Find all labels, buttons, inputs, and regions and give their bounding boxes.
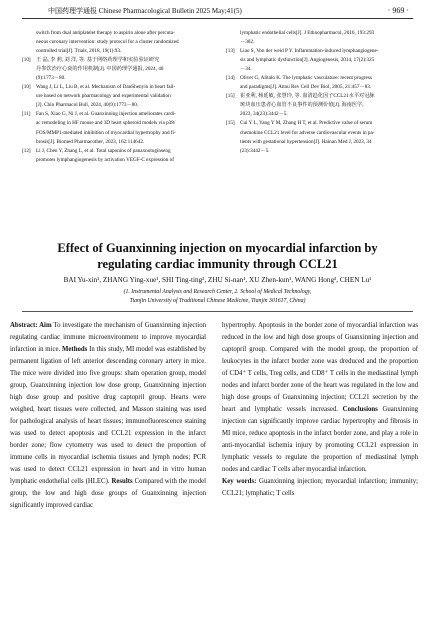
reference-number: [12] — [22, 147, 31, 154]
reference-line: ure based on network pharmacology and experimental validation — [36, 93, 171, 100]
reference-item — [226, 29, 416, 47]
reference-item — [22, 56, 214, 83]
reference-line: promotes lymphangiogenesis by activation VEGF-C expression of — [36, 156, 174, 163]
article-title — [20, 240, 415, 272]
reference-line: 丹参饮治疗心衰的作用机制[J]. 中国药理学通报, 2024, 40 — [36, 66, 164, 73]
methods-label: Methods — [62, 346, 88, 353]
reference-item — [226, 119, 416, 155]
conclusions-label: Conclusions — [342, 406, 378, 413]
journal-header: 中国药理学通报 Chinese Pharmacological Bulletin 2025 May;41(5) — [48, 7, 242, 15]
abstract-right-column — [222, 320, 418, 500]
reference-number: [15] — [226, 120, 235, 127]
abstract-conclusions: Guanxinning injection can significantly improve cardiac hypertrophy and fibrosis in MI mice, reduce apoptosis in the infarct border zone, and play a role in anti-myocardial ischemia injury by promoting CCL21 expression in lymphatic vessels to regulate the proportion of mediastinal lymph nodes and cardiac T cells after myocardial infarction. — [222, 406, 418, 473]
reference-line: sis and lymphatic dysfunction[J]. Angiogenesis, 2014, 17(2):325 — [240, 57, 375, 64]
reference-line: 崔亚利, 杨延敏, 张慧玲, 等. 血清趋化因子CCL21水平对冠脉 — [240, 93, 375, 100]
reference-line: Oliver G, Alitalo K. The lymphatic vasculature: recent progress — [240, 75, 372, 82]
affiliation-line: Tianjin University of Traditional Chinese Medicine, Tianjin 301617, China) — [129, 298, 306, 304]
reference-line: Liao S, Von der weid P Y. Inflammation-induced lymphangiogene- — [240, 48, 379, 55]
reference-line: 2023, 34(23):3442－5. — [240, 111, 288, 118]
page-number: · 969 · — [387, 6, 409, 15]
reference-number: [10] — [22, 57, 31, 64]
reference-line: chemokine CCL21 level for adverse cardiovascular events in pa- — [240, 129, 375, 136]
reference-line: lymphatic endothelial cells[J]. J Ethnopharmacol, 2016, 193:293 — [240, 30, 375, 36]
reference-line: (9):1773－80. — [36, 75, 66, 82]
title-line: Effect of Guanxinning injection on myocardial infarction by — [57, 241, 378, 255]
abstract-methods: In this study, MI model was established by permanent ligation of left anterior descending coronary artery in mice. The mice were divided into five groups: sham operation group, model group, Guanxinning injection low dose group, Guanxinning injection high dose group and positive drug captopril group. Hearts were weighed, heart tissues were collected, and Masson staining was used for pathological analysis of heart tissues; immunofluorescence staining was used to detect apoptosis and CCL21 expression in the infarct border zone; flow cytometry was used to detect the proportion of immune cells in myocardial ischemia tissues and lymph nodes; PCR was used to detect CCL21 expression in heart and in vitro human lymphatic endothelial cells (HLEC). — [10, 346, 206, 485]
affiliation-line: (1. Instrumental Analysis and Research Center, 2. School of Medical Technology, — [123, 289, 312, 295]
keywords-label: Key words: — [222, 478, 257, 485]
reference-item — [226, 74, 416, 92]
references-right-column — [226, 29, 416, 156]
reference-number: [13] — [226, 48, 235, 55]
reference-number: [11] — [22, 111, 31, 118]
reference-line: －34. — [240, 66, 252, 73]
abstract-results-part2: hypertrophy. Apoptosis in the border zone of myocardial infarction was reduced in the low and high dose groups of Guanxinning injection and captopril group. Compared with the model group, the proportion of leukocytes in the infarct border zone was dreduced and the proportion of CD4⁺ T cells, Treg cells, and CD8⁺ T cells in the mediastinal lymph nodes and infarct border zone of the heart was regulated in the low and high dose groups of Guanxinning injection; CCL21 secretion by the heart and lymphatic vessels increased. — [222, 322, 418, 413]
reference-line: Wang J, Li L, Liu B, et al. Mechanism of DanShenyin in heart fail- — [36, 84, 176, 91]
reference-line: (23):3442－5. — [240, 147, 270, 154]
reference-line: 斑块血压患者心血管不良事件的预测价值[J]. 海南医学, — [240, 102, 364, 109]
results-label: Results — [111, 478, 133, 485]
reference-line: neous coronary intervention: study protocol for a cluster randomized — [36, 39, 179, 46]
reference-item — [226, 47, 416, 74]
reference-line: ac remodeling in HF mouse and 3D heart spheroid models via p38/ — [36, 120, 176, 127]
reference-item — [22, 110, 214, 146]
abstract-label: Abstract: Aim — [10, 322, 52, 329]
reference-line: brosis[J]. Biomed Pharmacother, 2023, 162:114642. — [36, 138, 145, 145]
reference-item — [22, 147, 214, 165]
title-line: regulating cardiac immunity through CCL21 — [97, 257, 338, 271]
keywords-text: Guanxinning injection; myocardial infarction; immunity; CCL21; lymphatic; T cells — [222, 478, 418, 497]
reference-line: 王 晶, 李 莉, 刘 洋, 等. 基于网络药理学和实验验证研究 — [36, 57, 160, 64]
abstract-aim: To investigate the mechanism of Guanxinning injection regulating cardiac immune microenvironment to improve myocardial infarction in mice. — [10, 322, 206, 353]
references-left-column — [22, 29, 214, 165]
reference-number: [10] — [22, 84, 31, 91]
abstract-left-column — [10, 320, 206, 512]
reference-number: [15] — [226, 93, 235, 100]
divider — [22, 311, 413, 312]
keywords — [222, 476, 418, 500]
reference-line: Cui Y L, Yang Y M, Zhang H T, et al. Predictive value of serum — [240, 120, 373, 127]
reference-line: and paradigms[J]. Annu Rev Cell Dev Biol, 2005, 21:457－83. — [240, 84, 372, 91]
reference-item — [22, 83, 214, 110]
author-list: BAI Yu-xin¹, ZHANG Ying-xue¹, SHI Ting-ting², ZHU Si-nan¹, XU Zhen-kun¹, WANG Hong², CHEN Lu¹ — [63, 276, 372, 284]
reference-line: controlled trial[J]. Trials, 2018, 19(1):93. — [36, 48, 122, 55]
reference-item — [22, 29, 214, 56]
reference-line: －302. — [240, 39, 255, 46]
reference-item — [226, 92, 416, 119]
running-header — [22, 4, 413, 19]
reference-line: switch from dual antiplatelet therapy to aspirin alone after percuta- — [36, 30, 175, 36]
reference-line: FOS/MMP1-mediated inhibition of myocardial hypertrophy and fi- — [36, 129, 176, 136]
abstract-results-part1: Compared with the model group, the low and high dose groups of Guanxinning injection significantly improved cardiac — [10, 478, 206, 509]
reference-line: tients with gestational hypertension[J]. Hainan Med J, 2023, 34 — [240, 138, 372, 145]
affiliation — [20, 288, 415, 306]
reference-line: Li J, Chen Y, Zhang L, et al. Total saponins of panaxnotoginseng — [36, 147, 171, 154]
reference-number: [14] — [226, 75, 235, 82]
reference-line: [J]. Chin Pharmacol Bull, 2024, 40(9):1773－80. — [36, 102, 139, 109]
reference-line: Fan S, Xiao G, Ni J, et al. Guanxinning injection ameliorates cardi- — [36, 111, 176, 118]
